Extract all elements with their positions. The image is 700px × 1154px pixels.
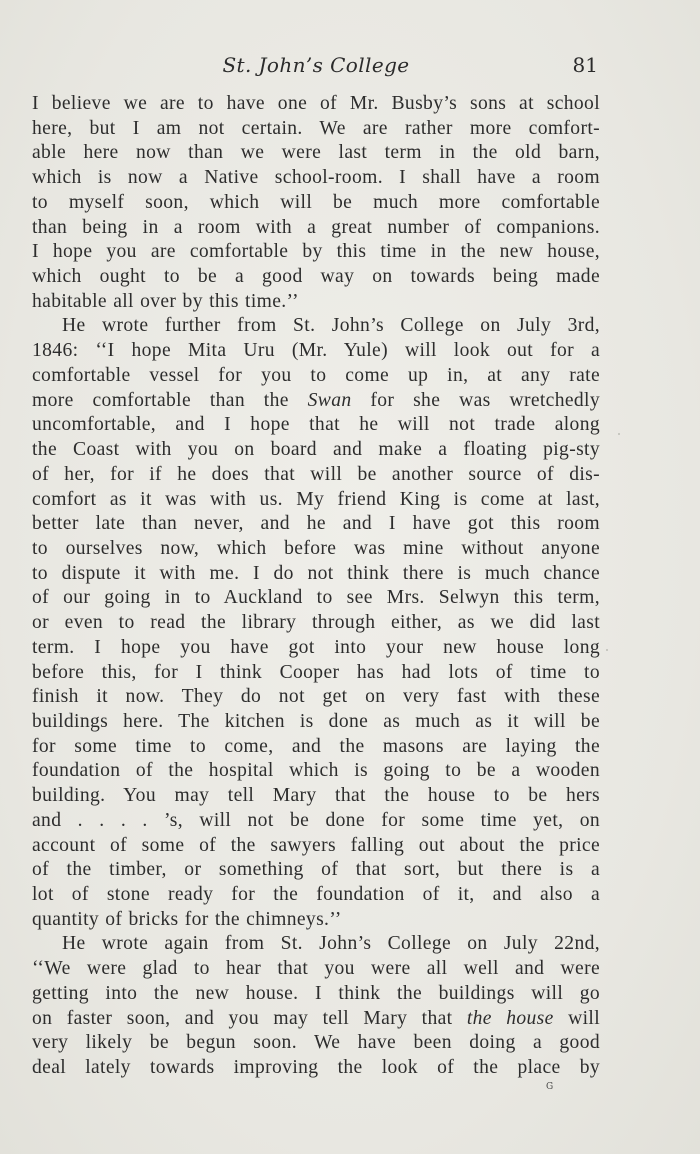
paragraph-3 (32, 932, 600, 1080)
text-line: to ourselves now, which before was mine without anyone (32, 537, 600, 559)
text-line: getting into the new house. I think the buildings will go (32, 982, 600, 1004)
text-line: quantity of bricks for the chimneys.’’ (32, 908, 342, 930)
text-line: comfortable vessel for you to come up in, at any rate (32, 364, 600, 386)
text-line: building. You may tell Mary that the house to be hers (32, 785, 600, 807)
text-line: which ought to be a good way on towards being made (32, 266, 600, 288)
body-text (32, 92, 600, 1081)
text-line: I hope you are comfortable by this time in the new house, (32, 241, 600, 263)
running-title: St. John’s College (222, 53, 410, 77)
page-number: 81 (572, 53, 598, 77)
text-line: I believe we are to have one of Mr. Busby’s sons at school (32, 93, 600, 114)
text-line: which is now a Native school-room. I shall have a room (32, 167, 600, 189)
text-line: here, but I am not certain. We are rather more comfort- (32, 117, 600, 139)
ship-name-swan: Swan (307, 389, 352, 411)
text-line: He wrote further from St. John’s College on July 3rd, (62, 315, 600, 337)
text-line: He wrote again from St. John’s College on July 22nd, (62, 933, 600, 955)
paper-speck (606, 649, 608, 651)
text-line: and . . . . ’s, will not be done for some time yet, on (32, 809, 600, 831)
text-line: buildings here. The kitchen is done as much as it will be (32, 710, 600, 732)
text-line: of our going in to Auckland to see Mrs. Selwyn this term, (32, 587, 600, 609)
text-line: to myself soon, which will be much more comfortable (32, 191, 600, 213)
text-line: for some time to come, and the masons are laying the (32, 735, 600, 757)
text-line: 1846: ‘‘I hope Mita Uru (Mr. Yule) will look out for a (32, 340, 600, 362)
text-line: of the timber, or something of that sort, but there is a (32, 859, 600, 881)
text-line: or even to read the library through either, as we did last (32, 612, 600, 634)
paragraph-2 (32, 314, 600, 932)
emphasis-the-house: the house (466, 1007, 554, 1029)
text-line: before this, for I think Cooper has had lots of time to (32, 661, 600, 683)
text-line: better late than never, and he and I have got this room (32, 513, 600, 535)
text-line: account of some of the sawyers falling out about the price (32, 834, 600, 856)
text-line: comfort as it was with us. My friend King is come at last, (32, 488, 600, 510)
text-segment: for she was wretchedly (351, 389, 600, 411)
text-line: to dispute it with me. I do not think there is much chance (32, 562, 600, 584)
text-line: habitable all over by this time.’’ (32, 290, 299, 312)
text-segment: will (553, 1007, 600, 1029)
text-line (32, 389, 600, 414)
text-line: of her, for if he does that will be another source of dis- (32, 463, 600, 485)
text-line: finish it now. They do not get on very fast with these (32, 686, 600, 708)
text-line: ‘‘We were glad to hear that you were all well and were (32, 958, 600, 980)
text-line: able here now than we were last term in the old barn, (32, 142, 600, 164)
text-line: lot of stone ready for the foundation of it, and also a (32, 884, 600, 905)
text-segment: more comfortable than the (32, 389, 308, 411)
text-line: the Coast with you on board and make a floating pig-sty (32, 439, 600, 461)
text-line (32, 1007, 600, 1032)
signature-mark: G (546, 1082, 554, 1092)
text-line: deal lately towards improving the look of the place by (32, 1057, 600, 1079)
text-line: uncomfortable, and I hope that he will not trade along (32, 414, 600, 436)
page-header (32, 52, 600, 78)
text-line: very likely be begun soon. We have been doing a good (32, 1032, 600, 1054)
text-line: term. I hope you have got into your new house long (32, 636, 600, 658)
paper-speck (618, 433, 620, 435)
text-line: than being in a room with a great number of companions. (32, 216, 600, 238)
text-segment: on faster soon, and you may tell Mary that (32, 1007, 467, 1029)
paragraph-1 (32, 92, 600, 314)
text-line: foundation of the hospital which is going to be a wooden (32, 760, 600, 782)
